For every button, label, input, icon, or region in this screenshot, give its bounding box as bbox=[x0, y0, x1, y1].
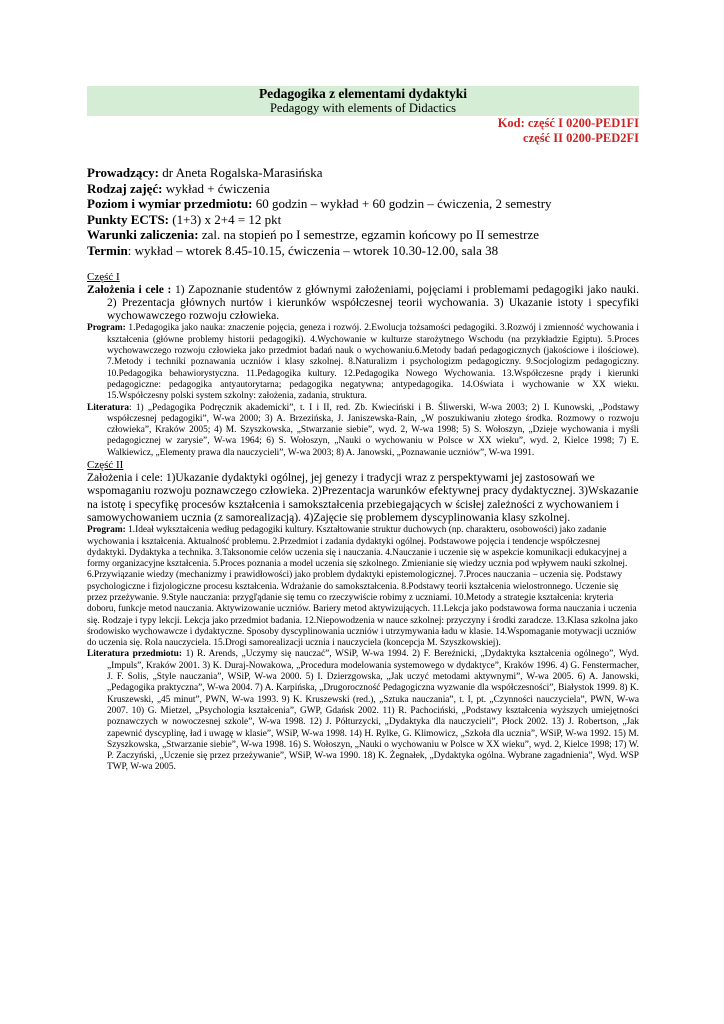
classes-value: wykład + ćwiczenia bbox=[162, 180, 270, 196]
lecturer-value: dr Aneta Rogalska-Marasińska bbox=[158, 165, 323, 180]
title-banner bbox=[87, 86, 639, 116]
part2-program-text: 1.Ideał wykształcenia według pedagogiki kultury. Kształtowanie struktur duchowych (np. charakteru, osobowości) jako zadanie wychowania i kształcenia. Aktualność problemu. 2.Przedmiot i zadania dydaktyki ogólnej. Podstawowe pojęcia i tendencje współczesnej dydaktyki. Dydaktyka a technika. 3.Taksonomie celów uczenia się i nauczania. 4.Nauczanie i uczenie się w aspekcie komunikacji edukacyjnej a formy organizacyjne kształcenia. 5.Proces poznania a model uczenia się szkolnego. Zmienianie się wiedzy ucznia pod wpływem nauki szkolnej. 6.Przywiązanie wiedzy (mechanizmy i prawidłowości) jako problem dydaktyki epistemologicznej. 7.Proces nauczania – uczenia się. Podstawy psychologiczne i fizjologiczne procesu kształcenia. Wdrażanie do samokształcenia. 8.Podstawy teorii kształcenia wielostronnego. Uczenie się przez przeżywanie. 9.Style nauczania: przygľądanie się temu co rzeczywiście robimy z uczniami. 10.Metody a strategie kształcenia: kryteria doboru, funkcje metod nauczania. Aktywizowanie uczniów. Bariery metod aktywizujących. 11.Lekcja jako podstawowa forma nauczania i uczenia się. Rodzaje i typy lekcji. Lekcja jako przedmiot badania. 12.Niepowodzenia w nauce szkolnej: przyczyny i środki zaradcze. 13.Klasa szkolna jako środowisko wychowawcze i dydaktyczne. Sposoby dyscyplinowania uczniów i utrzymywania ładu w klasie. 14.Wspomaganie motywacji uczniów do uczenia się. Rola nauczyciela. 15.Drogi samorealizacji ucznia i nauczyciela (koncepcja M. Szyszkowskiej). bbox=[87, 525, 638, 649]
classes-line bbox=[87, 181, 639, 197]
credit-label: Warunki zaliczenia: bbox=[87, 227, 199, 243]
part2-program bbox=[87, 525, 639, 649]
part1-literature-text: : 1) „Pedagogika Podręcznik akademicki”, t. I i II, red. Zb. Kwieciński i B. Śliwerski, W-wa 2003; 2) I. Kunowski, „Podstawy współczesnej pedagogiki”, W-wa 2000; 3) A. Brzezińska, J. Janiszewska-Rain, „W poszukiwaniu złotego środka. Rozmowy o rozwoju człowieka”, Kraków 2005; 4) M. Szyszkowska, „Stwarzanie siebie”, wyd. 2, W-wa 1998; 5) S. Wołoszyn, „Dzieje wychowania i myśli pedagogicznej w zarysie”, W-wa 1964; 6) S. Wołoszyn, „Nauki o wychowaniu w Polsce w XX wieku”, wyd. 2, Kielce 1998; 7) E. Walkiewicz, „Elementy prawa dla nauczycieli”, W-wa 2003; 8) A. Janowski, „Poznawanie uczniów”, W-wa 1991. bbox=[107, 402, 639, 458]
part1-goals bbox=[87, 284, 639, 324]
term-line bbox=[87, 243, 639, 259]
course-title: Pedagogika z elementami dydaktyki bbox=[258, 86, 468, 101]
part1-program-label: Program: bbox=[87, 323, 126, 334]
lecturer-label: Prowadzący: bbox=[87, 165, 159, 180]
part2-program-label: Program: bbox=[87, 525, 126, 536]
course-info bbox=[87, 165, 639, 259]
part2-literature-text: 1) R. Arends, „Uczymy się nauczać”, WSiP, W-wa 1994. 2) F. Bereźnicki, „Dydaktyka kształcenia ogólnego”, Wyd. „Impuls”, Kraków 2001. 3) K. Duraj-Nowakowa, „Procedura modelowania systemowego w dydaktyce”, Kraków 1996. 4) G. Fenstermacher, J. F. Solis, „Style nauczania”, WSiP, W-wa 2000. 5) I. Dzierzgowska, „Jak uczyć metodami aktywnymi”, W-wa 2005. 6) A. Janowski, „Pedagogika praktyczna”, W-wa 2004. 7) A. Karpińska, „Drugoroczność Pedagogiczna wyzwanie dla współczesności”, Białystok 1999. 8) K. Kruszewski, „45 minut”, PWN, W-wa 1993. 9) K. Kruszewski (red.), „Sztuka nauczania”, t. I, pt. „Czynności nauczyciela”, PWN, W-wa 2007. 10) G. Mietzel, „Psychologia kształcenia”, GWP, Gdańsk 2002. 11) R. Pachociński, „Podstawy kształcenia wyższych umiejętności poznawczych w nowoczesnej szkole”, W-wa 1998. 12) J. Półturzycki, „Dydaktyka dla nauczycieli”, Płock 2002. 13) J. Robertson, „Jak zapewnić dyscyplinę, ład i uwagę w klasie”, WSiP, W-wa 1998. 14) H. Rylke, G. Klimowicz, „Szkoła dla ucznia”, WSiP, W-wa 1992. 15) M. Szyszkowska, „Stwarzanie siebie”, W-wa 1998. 16) S. Wołoszyn, „Nauki o wychowaniu w Polsce w XX wieku”, wyd. 2, Kielce 1998; 17) W. P. Zaczyński, „Uczenie się przez przeżywanie”, WSiP, W-wa 1990. 18) K. Żegnałek, „Dydaktyka ogólna. Wybrane zagadnienia”, Wyd. WSP TWP, W-wa 2005. bbox=[107, 649, 639, 773]
part1-program bbox=[87, 323, 639, 402]
part1-goals-text: 1) Zapoznanie studentów z głównymi założeniami, pojęciami i problemami pedagogiki jako nauki. 2) Prezentacja głównych nurtów i kierunków współczesnej teorii wychowania. 3) Ukazanie istoty i specyfiki wychowawczego rozwoju człowieka. bbox=[107, 283, 639, 323]
part1-literature bbox=[87, 403, 639, 459]
level-label: Poziom i wymiar przedmiotu: bbox=[87, 196, 253, 212]
part1-program-text: 1.Pedagogika jako nauka: znaczenie pojęcia, geneza i rozwój. 2.Ewolucja tożsamości pedagogiki. 3.Rozwój i zmienność wychowania i kształcenia (główne problemy historii pedagogiki). 4.Wychowanie w kulturze starożytnego Wschodu (na przykładzie Egiptu). 5.Proces wychowawczego rozwoju człowieka jako przedmiot badań nauk o wychowaniu.6.Metody badań pedagogicznych (jakościowe i ilościowe). 7.Metody i techniki poznawania uczniów i klasy szkolnej. 8.Naturalizm i psychologizm pedagogiczny. 9.Socjologizm pedagogiczny. 10.Pedagogika behawiorystyczna. 11.Pedagogika kultury. 12.Pedagogika Nowego Wychowania. 13.Współczesne prądy i kierunki pedagogiczne: pedagogika antyautorytarna; pedagogika negatywna; antypedagogika. 14.Oświata i wychowanie w XX wieku. 15.Współczesny polski system szkolny: założenia, zadania, struktura. bbox=[107, 323, 639, 402]
ects-line bbox=[87, 212, 639, 228]
term-label: Termin bbox=[87, 242, 128, 258]
part1-heading: Część I bbox=[87, 270, 120, 283]
part2-literature bbox=[87, 649, 639, 773]
course-subtitle: Pedagogy with elements of Didactics bbox=[269, 101, 457, 115]
credit-line bbox=[87, 227, 639, 243]
level-line bbox=[87, 196, 639, 212]
document-page bbox=[87, 86, 639, 774]
ects-label: Punkty ECTS: bbox=[87, 211, 169, 227]
course-code-part1: Kod: część I 0200-PED1FI bbox=[497, 116, 639, 130]
term-value: : wykład – wtorek 8.45-10.15, ćwiczenia – wtorek 10.30-12.00, sala 38 bbox=[127, 242, 499, 258]
part1-goals-label: Założenia i cele : bbox=[87, 283, 172, 296]
part2-heading: Część II bbox=[87, 459, 124, 472]
lecturer-line bbox=[87, 165, 639, 181]
ects-value: (1+3) x 2+4 = 12 pkt bbox=[169, 211, 282, 227]
part2-goals: Założenia i cele: 1)Ukazanie dydaktyki ogólnej, jej genezy i tradycji wraz z perspektywami jej zastosowań we wspomaganiu rozwoju poznawczego człowieka. 2)Prezentacja warunków efektywnej pracy dydaktycznej. 3)Wskazanie na istotę i specyfikę procesów kształcenia i samokształcenia przebiegających w ścisłej zależności z wychowaniem i samowychowaniem ucznia (z samorealizacją). 4)Zajęcie się problemem dyscyplinowania klasy szkolnej. bbox=[87, 472, 639, 524]
course-codes bbox=[87, 116, 639, 146]
course-code-part2: część II 0200-PED2FI bbox=[523, 131, 639, 145]
part1-literature-label: Literatura bbox=[87, 402, 130, 413]
part2-literature-label: Literatura przedmiotu: bbox=[87, 649, 182, 660]
classes-label: Rodzaj zajęć: bbox=[87, 180, 163, 196]
credit-value: zal. na stopień po I semestrze, egzamin końcowy po II semestrze bbox=[198, 227, 539, 243]
level-value: 60 godzin – wykład + 60 godzin – ćwiczenia, 2 semestry bbox=[252, 196, 552, 212]
